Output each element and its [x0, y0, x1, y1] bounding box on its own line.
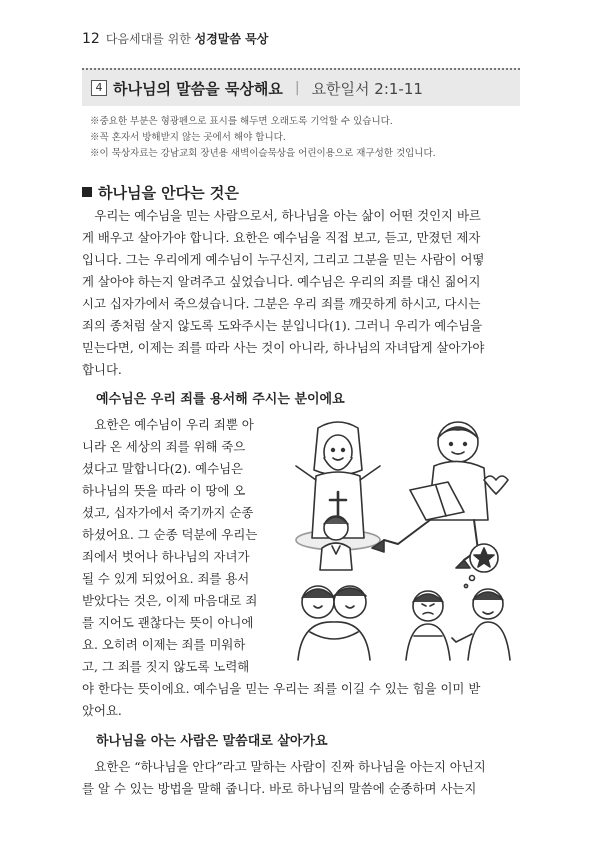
text-line: 입니다. 그는 우리에게 예수님이 누구신지, 그리고 그분을 믿는 사람이 어떻 [82, 252, 485, 267]
header-book-title: 성경말씀 묵상 [194, 32, 269, 46]
paragraph-2-full [82, 678, 520, 722]
sulking-boy-figure [406, 591, 450, 660]
text-line: 요한은 “하나님을 안다”라고 말하는 사람이 진짜 하나님을 아는지 아닌지 [82, 759, 486, 774]
text-line: 고, 그 죄를 짓지 않도록 노력해 [82, 659, 250, 674]
text-line: 믿는다면, 이제는 죄를 따라 사는 것이 아니라, 하나님의 자녀답게 살아가야 [82, 340, 485, 355]
text-line: 될 수 있게 되었어요. 죄를 용서 [82, 571, 250, 586]
header-subtitle: 다음세대를 위한 [105, 32, 191, 46]
section-title: 하나님의 말씀을 묵상해요 [113, 79, 283, 98]
text-line: 요. 오히려 이제는 죄를 미워하 [82, 637, 246, 652]
text-line: 게 살아야 하는지 알려주고 싶었습니다. 예수님은 우리의 죄를 대신 짊어지 [82, 274, 481, 289]
illustration [288, 420, 520, 662]
scripture-reference: 요한일서 2:1-11 [311, 79, 423, 98]
note-line: ※이 묵상자료는 강남교회 장년용 새벽이슬묵상을 어린이용으로 재구성한 것입니다. [90, 148, 436, 159]
talking-boy-figure [452, 589, 510, 660]
section-title-bar [82, 68, 520, 106]
text-line: 합니다. [82, 362, 122, 377]
main-heading: 하나님을 안다는 것은 [82, 182, 239, 203]
text-line: 야 한다는 뜻이에요. 예수님을 믿는 우리는 죄를 이길 수 있는 힘을 이미 받 [82, 681, 481, 696]
text-line: 요한은 예수님이 우리 죄뿐 아 [82, 417, 254, 432]
text-line: 시고 십자가에서 죽으셨습니다. 그분은 우리 죄를 깨끗하게 하시고, 다시는 [82, 296, 481, 311]
text-line: 우리는 예수님을 믿는 사람으로서, 하나님을 아는 삶이 어떤 것인지 바르 [82, 208, 481, 223]
hugging-boys-figure [298, 586, 370, 660]
text-line: 죄의 종처럼 살지 않도록 도와주시는 분입니다(1). 그러니 우리가 예수님을 [82, 318, 483, 333]
text-line: 받았다는 것은, 이제 마음대로 죄 [82, 593, 258, 608]
star-bubble-icon [464, 544, 498, 588]
text-line: 를 지어도 괜찮다는 뜻이 아니에 [82, 615, 254, 630]
text-line: 셨고, 십자가에서 죽기까지 순종 [82, 505, 254, 520]
page-header [82, 30, 268, 47]
text-line: 았어요. [82, 703, 122, 718]
note-line: ※꼭 혼자서 방해받지 않는 곳에서 해야 합니다. [90, 132, 286, 143]
text-line: 하셨어요. 그 순종 덕분에 우리는 [82, 527, 258, 542]
subheading-obedience: 하나님을 아는 사람은 말씀대로 살아가요 [96, 734, 328, 749]
title-separator: | [294, 80, 300, 96]
paragraph-1 [82, 205, 520, 381]
section-number: 4 [91, 80, 107, 96]
paragraph-3 [82, 756, 520, 800]
text-line: 셨다고 말합니다(2). 예수님은 [82, 461, 244, 476]
text-line: 를 알 수 있는 방법을 말해 줍니다. 바로 하나님의 말씀에 순종하며 사는지 [82, 781, 477, 796]
text-line: 니라 온 세상의 죄를 위해 죽으 [82, 439, 246, 454]
notes-block [90, 114, 436, 162]
text-line: 하나님의 뜻을 따라 이 땅에 오 [82, 483, 246, 498]
text-line: 게 배우고 살아가야 합니다. 요한은 예수님을 직접 보고, 듣고, 만졌던 제자 [82, 230, 481, 245]
text-line: 죄에서 벗어나 하나님의 자녀가 [82, 549, 250, 564]
page-number: 12 [82, 31, 100, 47]
paragraph-2-wrapped [82, 414, 282, 678]
square-bullet-icon [82, 187, 92, 197]
note-line: ※중요한 부분은 형광펜으로 표시를 해두면 오래도록 기억할 수 있습니다. [90, 116, 393, 127]
subheading-forgiveness: 예수님은 우리 죄를 용서해 주시는 분이에요 [96, 392, 345, 407]
